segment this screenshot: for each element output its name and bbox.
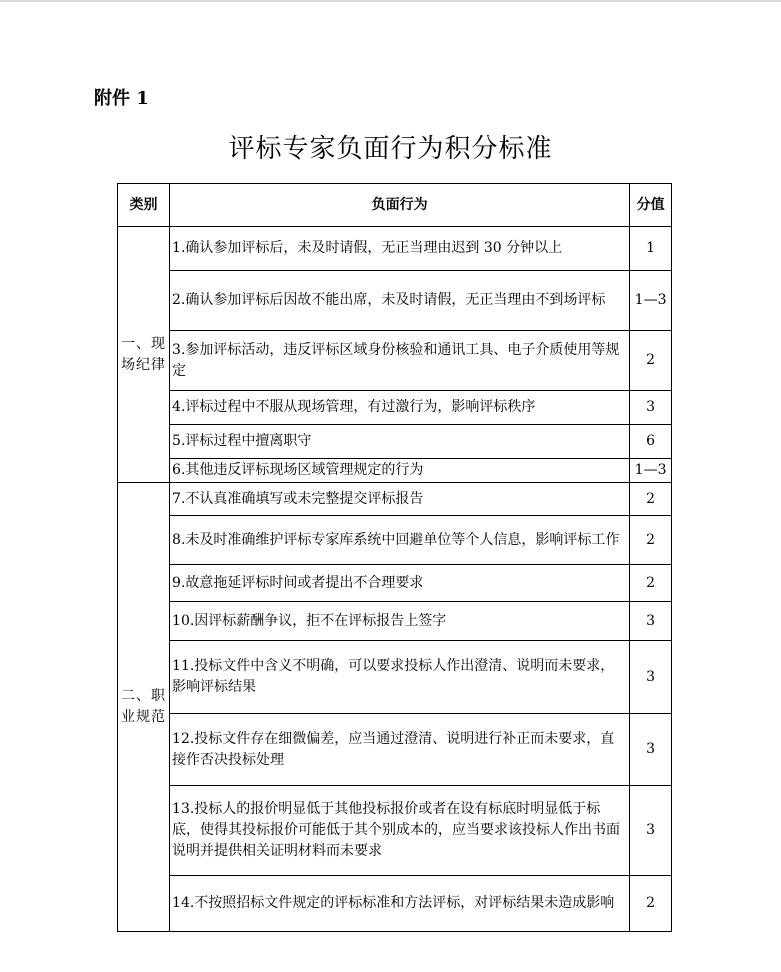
behavior-cell: 7.不认真准确填写或未完整提交评标报告	[170, 483, 630, 516]
table-row	[118, 227, 672, 271]
table-row	[118, 331, 672, 391]
behavior-cell: 4.评标过程中不服从现场管理，有过激行为，影响评标秩序	[170, 391, 630, 425]
score-cell: 2	[630, 331, 672, 391]
table-row	[118, 483, 672, 516]
table-row	[118, 271, 672, 331]
attachment-label: 附件 1	[94, 88, 149, 109]
score-cell: 6	[630, 425, 672, 459]
score-cell: 1—3	[630, 459, 672, 483]
table-row	[118, 459, 672, 483]
table-row	[118, 565, 672, 602]
score-cell: 1—3	[630, 271, 672, 331]
header-row	[118, 184, 672, 227]
behavior-cell: 11.投标文件中含义不明确，可以要求投标人作出澄清、说明而未要求，影响评标结果	[170, 641, 630, 714]
category-cell: 一、现场纪律	[118, 227, 170, 483]
behavior-cell: 8.未及时准确维护评标专家库系统中回避单位等个人信息，影响评标工作	[170, 516, 630, 565]
header-score: 分值	[630, 184, 672, 227]
score-cell: 2	[630, 876, 672, 932]
table-row	[118, 876, 672, 932]
behavior-cell: 2.确认参加评标后因故不能出席，未及时请假，无正当理由不到场评标	[170, 271, 630, 331]
score-cell: 2	[630, 483, 672, 516]
score-cell: 3	[630, 602, 672, 641]
header-behavior: 负面行为	[170, 184, 630, 227]
header-category: 类别	[118, 184, 170, 227]
behavior-cell: 6.其他违反评标现场区域管理规定的行为	[170, 459, 630, 483]
behavior-cell: 10.因评标薪酬争议，拒不在评标报告上签字	[170, 602, 630, 641]
score-cell: 3	[630, 714, 672, 786]
score-cell: 1	[630, 227, 672, 271]
score-cell: 2	[630, 516, 672, 565]
scoring-table	[117, 183, 672, 932]
table-row	[118, 425, 672, 459]
table-row	[118, 786, 672, 876]
top-border-line	[0, 0, 781, 2]
table-row	[118, 602, 672, 641]
behavior-cell: 9.故意拖延评标时间或者提出不合理要求	[170, 565, 630, 602]
table-row	[118, 641, 672, 714]
behavior-cell: 12.投标文件存在细微偏差，应当通过澄清、说明进行补正而未要求，直接作否决投标处理	[170, 714, 630, 786]
score-cell: 3	[630, 786, 672, 876]
behavior-cell: 3.参加评标活动，违反评标区域身份核验和通讯工具、电子介质使用等规定	[170, 331, 630, 391]
category-cell: 二、职业规范	[118, 483, 170, 932]
behavior-cell: 5.评标过程中擅离职守	[170, 425, 630, 459]
score-cell: 2	[630, 565, 672, 602]
document-title: 评标专家负面行为积分标准	[228, 134, 553, 164]
score-cell: 3	[630, 391, 672, 425]
table-row	[118, 714, 672, 786]
behavior-cell: 1.确认参加评标后，未及时请假，无正当理由迟到 30 分钟以上	[170, 227, 630, 271]
score-cell: 3	[630, 641, 672, 714]
behavior-cell: 14.不按照招标文件规定的评标标准和方法评标，对评标结果未造成影响	[170, 876, 630, 932]
behavior-cell: 13.投标人的报价明显低于其他投标报价或者在设有标底时明显低于标底，使得其投标报价可能低于其个别成本的，应当要求该投标人作出书面说明并提供相关证明材料而未要求	[170, 786, 630, 876]
table-row	[118, 516, 672, 565]
table-row	[118, 391, 672, 425]
